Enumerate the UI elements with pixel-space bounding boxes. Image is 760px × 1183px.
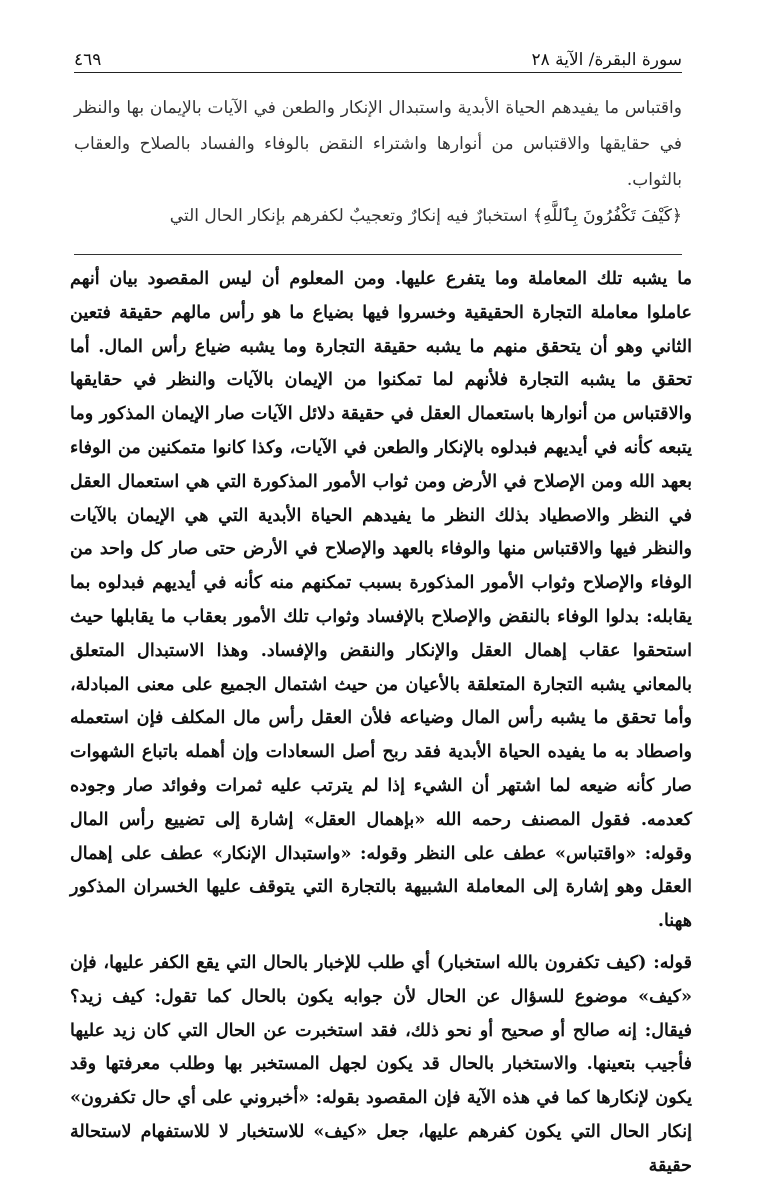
commentary-paragraph-qawluhu bbox=[70, 946, 692, 1183]
upper-text-block bbox=[74, 90, 682, 234]
quran-phrase: ﴿كَيْفَ تَكْفُرُونَ بِٱللَّهِ﴾ bbox=[533, 206, 682, 226]
qawluhu-text: (كيف تكفرون بالله استخبار) أي طلب للإخبار بالحال التي يقع الكفر عليها، فإن «كيف» موضوع للسؤال عن الحال لأن جوابه يكون بالحال كما تقول: كيف زيد؟ فيقال: إنه صالح أو صحيح أو نحو ذلك، فقد استخبرت عن الحال التي كان زيد عليها فأجيب بتعينها. والاستخبار بالحال قد يكون لجهل المستخبر بها وطلب معرفتها وقد يكون لإنكارها كما في هذه الآية فإن المقصود بقوله: «أخبروني على أي حال تكفرون» إنكار الحال التي يكون كفرهم عليها، جعل «كيف» للاستخبار لا للاستفهام لاستحالة حقيقة bbox=[70, 951, 692, 1176]
qawluhu-label: قوله: bbox=[653, 951, 692, 973]
section-divider bbox=[74, 254, 682, 255]
page-number: ٤٦٩ bbox=[74, 50, 102, 70]
upper-paragraph-quran bbox=[74, 198, 682, 234]
page-header bbox=[74, 40, 682, 73]
commentary-text bbox=[70, 262, 692, 1183]
upper-paragraph: واقتباس ما يفيدهم الحياة الأبدية واستبدال الإنكار والطعن في الآيات بالإيمان بها والنظر في حقايقها والاقتباس من أنوارها واشتراء النقض بالوفاء والفساد بالصلاح والعقاب بالثواب. bbox=[74, 98, 682, 190]
upper-paragraph-rest: استخبارٌ فيه إنكارٌ وتعجيبٌ لكفرهم بإنكار الحال التي bbox=[169, 206, 528, 226]
running-title: سورة البقرة/ الآية ٢٨ bbox=[531, 50, 682, 70]
commentary-paragraph: ما يشبه تلك المعاملة وما يتفرع عليها. ومن المعلوم أن ليس المقصود بيان أنهم عاملوا معاملة التجارة الحقيقية وخسروا فيها بضياع ما هو رأس مالهم حقيقة فتعين الثاني وهو أن يتحقق منهم ما يشبه حقيقة التجارة وما يشبه ضياع رأس المال. أما تحقق ما يشبه التجارة فلأنهم لما تمكنوا من الإيمان بالآيات والنظر في حقايقها والاقتباس من أنوارها باستعمال العقل في حقيقة دلائل الآيات صار الإيمان المذكور وما يتبعه كأنه في أيديهم فبدلوه بالإنكار والطعن في الآيات، وكذا كانوا متمكنين من الوفاء بعهد الله ومن الإصلاح في الأرض ومن ثواب الأمور المذكورة التي هي استعمال العقل في النظر والاصطياد بذلك النظر ما يفيدهم الحياة الأبدية التي هي الإيمان بالآيات والنظر فيها والاقتباس منها والوفاء بالعهد والإصلاح في الأرض حتى صار كل واحد من الوفاء والإصلاح وثواب الأمور المذكورة بسبب تمكنهم منه كأنه في أيديهم فبدلوه بما يقابله: بدلوا الوفاء بالنقض والإصلاح بالإفساد وثواب تلك الأمور بعقاب ما يقابلها حيث استحقوا عقاب إهمال العقل والإنكار والنقض والإفساد. وهذا الاستبدال المتعلق بالمعاني يشبه التجارة المتعلقة بالأعيان من حيث اشتمال الجميع على معنى المبادلة، وأما تحقق ما يشبه رأس المال وضياعه فلأن العقل رأس مال المكلف فإن استعمله واصطاد به ما يفيده الحياة الأبدية فقد ربح أصل السعادات وإن أهمله باتباع الشهوات صار كأنه ضيعه لما اشتهر أن الشيء إذا لم يترتب عليه ثمرات وفوائد صار وجوده كعدمه. فقول المصنف رحمه الله «بإهمال العقل» إشارة إلى تضييع رأس المال وقوله: «واقتباس» عطف على النظر وقوله: «واستبدال الإنكار» عطف على إهمال العقل وهو إشارة إلى المعاملة الشبيهة بالتجارة التي يتوقف عليها الخسران المذكور ههنا. bbox=[70, 268, 692, 932]
